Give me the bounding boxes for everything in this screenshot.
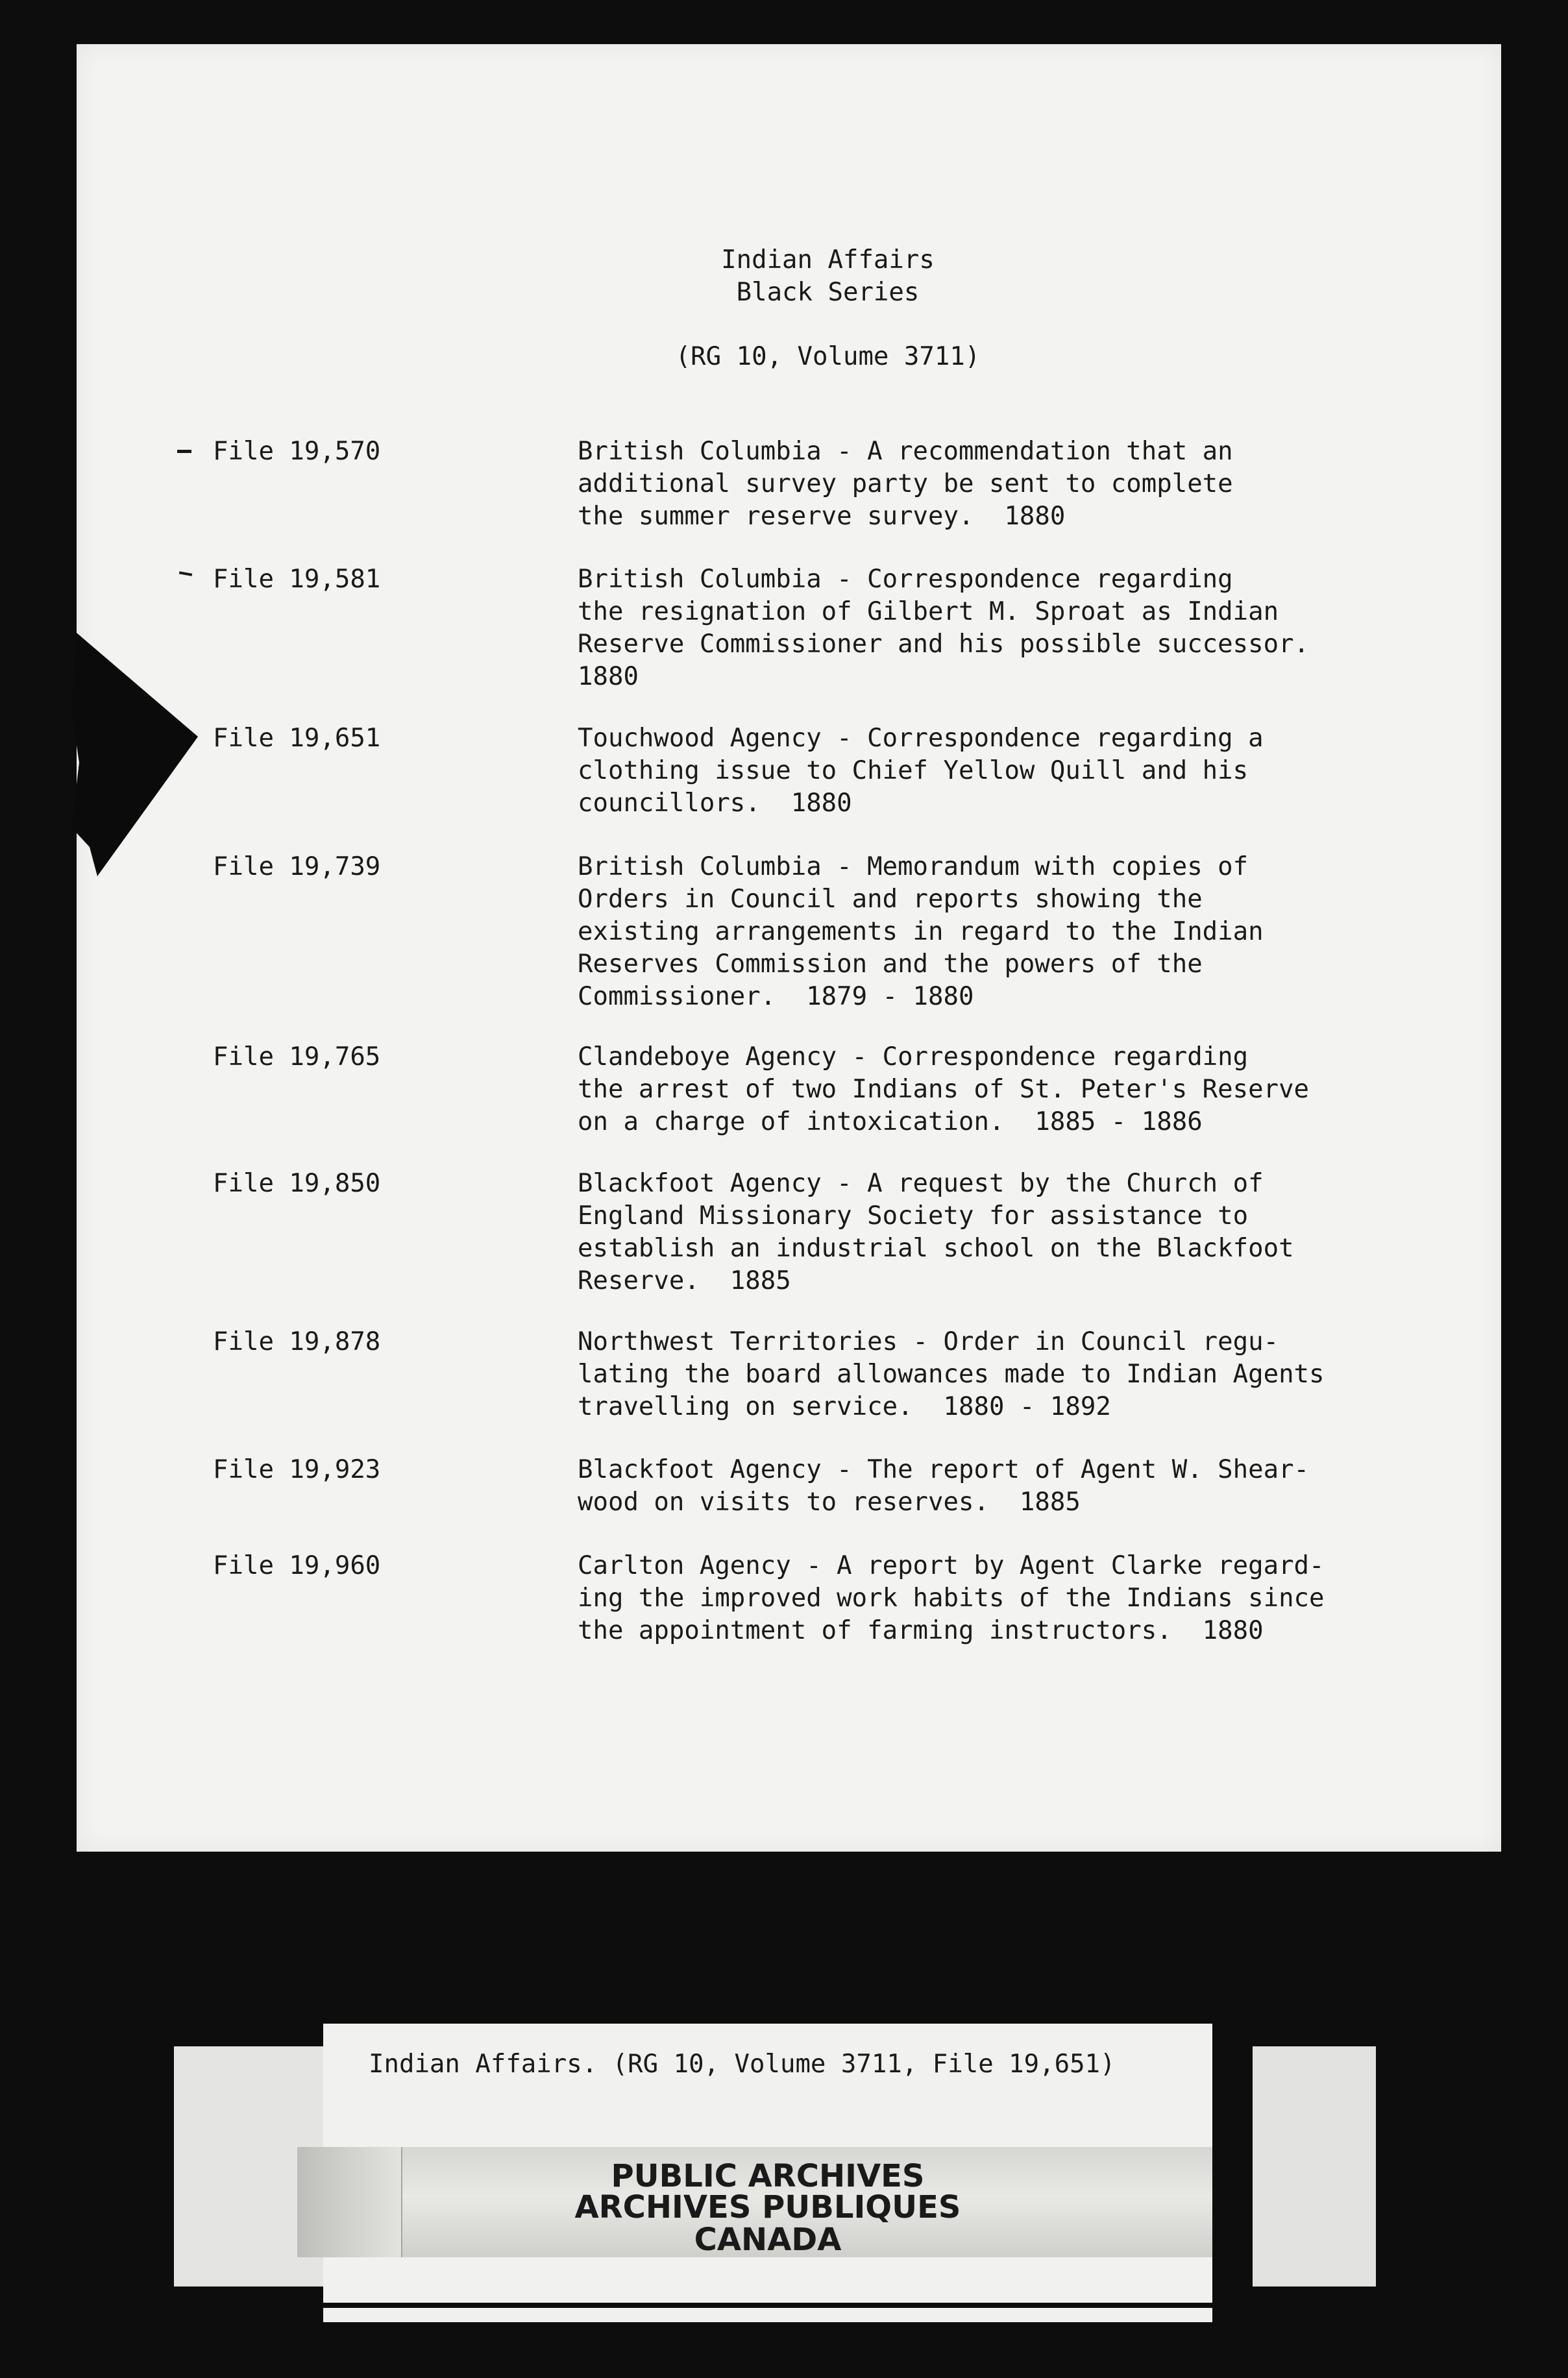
description-line: additional survey party be sent to complete — [578, 469, 1233, 498]
pointer-arrow-icon — [71, 633, 208, 879]
file-description — [578, 1550, 1395, 1647]
description-line: the arrest of two Indians of St. Peter's Reserve — [578, 1075, 1310, 1104]
description-line: Northwest Territories - Order in Council regu- — [578, 1327, 1279, 1356]
description-line: the summer reserve survey. 1880 — [578, 502, 1066, 531]
description-line: 1880 — [578, 662, 639, 691]
file-number: File 19,960 — [213, 1551, 381, 1580]
description-line: Reserves Commission and the powers of the — [578, 950, 1203, 979]
description-line: Reserve Commissioner and his possible successor. — [578, 630, 1310, 659]
file-description — [578, 563, 1395, 693]
stamp-line-french: ARCHIVES PUBLIQUES — [574, 2189, 961, 2225]
description-line: England Missionary Society for assistance to — [578, 1201, 1249, 1231]
description-line: existing arrangements in regard to the Indian — [578, 917, 1264, 946]
description-line: councillors. 1880 — [578, 789, 852, 818]
file-description — [578, 722, 1395, 820]
heading-title: Indian Affairs — [721, 245, 935, 275]
heading-volume: (RG 10, Volume 3711) — [675, 342, 981, 371]
file-description — [578, 851, 1395, 1013]
description-line: Orders in Council and reports showing the — [578, 885, 1203, 914]
description-line: lating the board allowances made to Indian Agents — [578, 1360, 1325, 1389]
description-line: Carlton Agency - A report by Agent Clarke regard- — [578, 1551, 1325, 1580]
file-number: File 19,581 — [213, 565, 381, 594]
file-number: File 19,878 — [213, 1327, 381, 1356]
description-line: wood on visits to reserves. 1885 — [578, 1488, 1081, 1517]
description-line: British Columbia - Memorandum with copies of — [578, 852, 1249, 881]
mount-card-right — [1253, 2046, 1376, 2286]
description-line: on a charge of intoxication. 1885 - 1886 — [578, 1107, 1203, 1136]
file-number: File 19,765 — [213, 1042, 381, 1072]
file-number: File 19,739 — [213, 852, 381, 881]
description-line: Reserve. 1885 — [578, 1266, 791, 1295]
archive-reference: Indian Affairs. (RG 10, Volume 3711, File 19,651) — [369, 2050, 1116, 2079]
stamp-line-english: PUBLIC ARCHIVES — [611, 2158, 925, 2194]
heading-series: Black Series — [736, 278, 920, 307]
file-number: File 19,651 — [213, 724, 381, 753]
file-description — [578, 435, 1395, 533]
description-line: the appointment of farming instructors. 1880 — [578, 1616, 1264, 1645]
stamp-line-country: CANADA — [694, 2222, 842, 2258]
file-description — [578, 1168, 1395, 1297]
file-number: File 19,923 — [213, 1455, 381, 1484]
description-line: Blackfoot Agency - A request by the Church of — [578, 1169, 1264, 1198]
description-line: British Columbia - A recommendation that an — [578, 437, 1233, 466]
margin-tick-mark — [179, 571, 192, 576]
file-description — [578, 1326, 1395, 1423]
description-line: Touchwood Agency - Correspondence regarding a — [578, 724, 1264, 753]
description-line: Clandeboye Agency - Correspondence regarding — [578, 1042, 1249, 1072]
description-line: clothing issue to Chief Yellow Quill and his — [578, 756, 1249, 785]
file-number: File 19,850 — [213, 1169, 381, 1198]
description-line: the resignation of Gilbert M. Sproat as Indian — [578, 597, 1279, 626]
description-line: establish an industrial school on the Blackfoot — [578, 1234, 1294, 1263]
description-line: ing the improved work habits of the Indians since — [578, 1584, 1325, 1613]
archive-label — [323, 2024, 1212, 2303]
file-number: File 19,570 — [213, 437, 381, 466]
description-line: Commissioner. 1879 - 1880 — [578, 982, 974, 1011]
file-description — [578, 1041, 1395, 1138]
document-page — [77, 44, 1501, 1852]
mount-strip-bottom — [323, 2308, 1212, 2322]
description-line: travelling on service. 1880 - 1892 — [578, 1392, 1111, 1421]
margin-dash-mark — [177, 450, 191, 453]
description-line: Blackfoot Agency - The report of Agent W. Shear- — [578, 1455, 1310, 1484]
file-description — [578, 1454, 1395, 1519]
description-line: British Columbia - Correspondence regarding — [578, 565, 1233, 594]
